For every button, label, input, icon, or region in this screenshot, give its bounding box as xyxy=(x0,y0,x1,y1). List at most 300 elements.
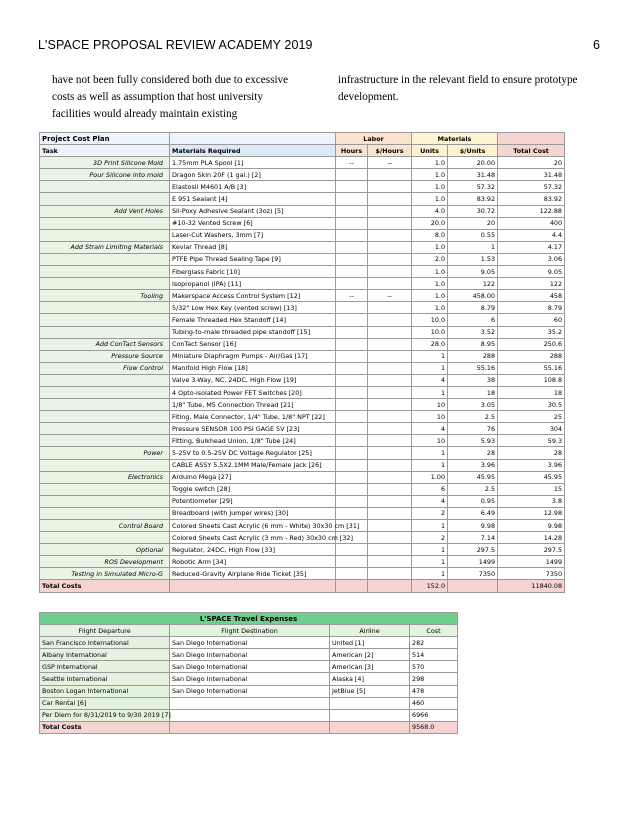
page-number: 6 xyxy=(592,38,600,52)
hours-cell xyxy=(336,362,368,374)
cost-cell: 282 xyxy=(410,637,458,649)
airline-cell: American [2] xyxy=(330,649,410,661)
units-cell: 1.0 xyxy=(412,169,448,181)
table-row xyxy=(40,241,565,253)
unit-cost-cell: 458.00 xyxy=(448,290,498,302)
units-cell: 1.0 xyxy=(412,181,448,193)
hours-cell xyxy=(336,544,368,556)
task-cell: Tooling xyxy=(40,290,170,302)
total-cell: 18 xyxy=(498,386,565,398)
hours-cell: -- xyxy=(336,157,368,169)
material-cell: 1/8" Tube, M5 Connection Thread [21] xyxy=(170,399,336,411)
material-cell: Kevlar Thread [8] xyxy=(170,241,336,253)
col-airline: Airline xyxy=(330,625,410,637)
labor-header: Labor xyxy=(336,133,412,145)
table-title-row xyxy=(40,133,565,145)
unit-cost-cell: 8.79 xyxy=(448,302,498,314)
hours-cell xyxy=(336,483,368,495)
task-cell: Pour Silicone into mold xyxy=(40,169,170,181)
task-cell xyxy=(40,483,170,495)
text-line: have not been fully considered both due to excessive xyxy=(52,74,289,86)
units-cell: 10 xyxy=(412,435,448,447)
col-departure: Flight Departure xyxy=(40,625,170,637)
material-cell: Colored Sheets Cast Acrylic (6 mm - White) 30x30 cm [31] xyxy=(170,520,336,532)
table-row xyxy=(40,697,565,709)
cost-cell: 570 xyxy=(410,661,458,673)
hours-cell xyxy=(336,193,368,205)
units-cell: 1.0 xyxy=(412,193,448,205)
material-cell: E 951 Sealant [4] xyxy=(170,193,336,205)
airline-cell: American [3] xyxy=(330,661,410,673)
rate-cell xyxy=(368,386,412,398)
departure-cell: Albany International xyxy=(40,649,170,661)
task-cell xyxy=(40,181,170,193)
units-cell: 4 xyxy=(412,423,448,435)
rate-cell xyxy=(368,423,412,435)
unit-cost-cell: 7.14 xyxy=(448,532,498,544)
total-cell: 297.5 xyxy=(498,544,565,556)
total-cell: 20 xyxy=(498,157,565,169)
total-cell: 35.2 xyxy=(498,326,565,338)
hours-cell xyxy=(336,411,368,423)
task-cell xyxy=(40,507,170,519)
material-cell: Sil-Poxy Adhesive Sealant (3oz) [5] xyxy=(170,205,336,217)
material-cell: Makerspace Access Control System [12] xyxy=(170,290,336,302)
material-cell: Fitting, Bulkhead Union, 1/8" Tube [24] xyxy=(170,435,336,447)
page-header xyxy=(38,38,600,54)
task-cell: ROS Development xyxy=(40,556,170,568)
hours-cell xyxy=(336,229,368,241)
task-cell xyxy=(40,374,170,386)
material-cell: Isopropanol (IPA) [11] xyxy=(170,278,336,290)
blank-cell xyxy=(458,721,565,733)
table-row xyxy=(40,544,565,556)
total-cell: 60 xyxy=(498,314,565,326)
unit-cost-cell: 38 xyxy=(448,374,498,386)
table-row xyxy=(40,169,565,181)
table-row xyxy=(40,290,565,302)
table-row xyxy=(40,386,565,398)
rate-cell xyxy=(368,181,412,193)
task-cell: Electronics xyxy=(40,471,170,483)
destination-cell: San Diego International xyxy=(170,637,330,649)
hours-cell xyxy=(336,302,368,314)
material-cell: 5-25V to 0.5-25V DC Voltage Regulator [25] xyxy=(170,447,336,459)
rate-cell xyxy=(368,447,412,459)
hours-cell xyxy=(336,217,368,229)
project-cost-table xyxy=(39,132,565,593)
total-cell: 304 xyxy=(498,423,565,435)
units-cell: 1 xyxy=(412,459,448,471)
col-units: Units xyxy=(412,145,448,157)
unit-cost-cell: 83.92 xyxy=(448,193,498,205)
blank-cell xyxy=(336,580,368,592)
unit-cost-cell: 30.72 xyxy=(448,205,498,217)
unit-cost-cell: 57.32 xyxy=(448,181,498,193)
airline-cell: JetBlue [5] xyxy=(330,685,410,697)
blank-cell xyxy=(458,673,565,685)
blank-cell xyxy=(458,625,565,637)
unit-cost-cell: 55.16 xyxy=(448,362,498,374)
task-cell: Control Board xyxy=(40,520,170,532)
total-cell: 122 xyxy=(498,278,565,290)
units-cell: 10.0 xyxy=(412,314,448,326)
rate-cell xyxy=(368,520,412,532)
table-row xyxy=(40,435,565,447)
document-title: L'SPACE PROPOSAL REVIEW ACADEMY 2019 xyxy=(38,38,313,52)
table-row xyxy=(40,399,565,411)
total-cell: 7350 xyxy=(498,568,565,580)
units-cell: 2 xyxy=(412,532,448,544)
total-cell: 108.8 xyxy=(498,374,565,386)
rate-cell xyxy=(368,253,412,265)
units-cell: 4 xyxy=(412,374,448,386)
travel-title-row xyxy=(40,613,565,625)
task-cell xyxy=(40,326,170,338)
table-row xyxy=(40,411,565,423)
travel-title: L'SPACE Travel Expenses xyxy=(40,613,458,625)
units-cell: 1 xyxy=(412,350,448,362)
hours-cell xyxy=(336,423,368,435)
table-row xyxy=(40,532,565,544)
task-cell xyxy=(40,435,170,447)
table-title: Project Cost Plan xyxy=(40,133,170,145)
units-cell: 2 xyxy=(412,507,448,519)
rate-cell xyxy=(368,193,412,205)
departure-cell: Seattle International xyxy=(40,673,170,685)
unit-cost-cell: 1499 xyxy=(448,556,498,568)
departure-cell: Boston Logan International xyxy=(40,685,170,697)
airline-cell: United [1] xyxy=(330,637,410,649)
total-cell: 400 xyxy=(498,217,565,229)
rate-cell xyxy=(368,471,412,483)
units-cell: 1 xyxy=(412,386,448,398)
material-cell: Laser-Cut Washers, 3mm [7] xyxy=(170,229,336,241)
rate-cell xyxy=(368,568,412,580)
total-cell: 4.4 xyxy=(498,229,565,241)
material-cell: Miniature Diaphragm Pumps - Air/Gas [17] xyxy=(170,350,336,362)
unit-cost-cell: 7350 xyxy=(448,568,498,580)
rate-cell xyxy=(368,435,412,447)
unit-cost-cell: 0.55 xyxy=(448,229,498,241)
destination-cell xyxy=(170,697,330,709)
col-rate: $/Hours xyxy=(368,145,412,157)
total-cell: 458 xyxy=(498,290,565,302)
hours-cell xyxy=(336,169,368,181)
rate-cell xyxy=(368,229,412,241)
units-cell: 4 xyxy=(412,495,448,507)
rate-cell xyxy=(368,362,412,374)
table-row xyxy=(40,685,565,697)
table-row xyxy=(40,266,565,278)
task-cell xyxy=(40,386,170,398)
cost-cell: 460 xyxy=(410,697,458,709)
material-cell: Robotic Arm [34] xyxy=(170,556,336,568)
material-cell: Valve 3-Way, NC, 24DC, High Flow [19] xyxy=(170,374,336,386)
task-cell: Add Strain Limiting Materials xyxy=(40,241,170,253)
blank-cell xyxy=(458,637,565,649)
table-row xyxy=(40,229,565,241)
column-header-row xyxy=(40,145,565,157)
material-cell: Regulator, 24DC, High Flow [33] xyxy=(170,544,336,556)
unit-cost-cell: 9.98 xyxy=(448,520,498,532)
unit-cost-cell: 28 xyxy=(448,447,498,459)
units-cell: 8.0 xyxy=(412,229,448,241)
units-cell: 1 xyxy=(412,362,448,374)
task-cell: 3D Print Silicone Mold xyxy=(40,157,170,169)
unit-cost-cell: 1.53 xyxy=(448,253,498,265)
unit-cost-cell: 122 xyxy=(448,278,498,290)
material-cell: Fiting, Male Connector, 1/4" Tube, 1/8" NPT [22] xyxy=(170,411,336,423)
cost-cell: 6966 xyxy=(410,709,458,721)
col-total: Total Cost xyxy=(498,145,565,157)
departure-cell: GSP International xyxy=(40,661,170,673)
table-row xyxy=(40,338,565,350)
total-cell: 28 xyxy=(498,447,565,459)
table-row xyxy=(40,447,565,459)
hours-cell xyxy=(336,326,368,338)
task-cell xyxy=(40,399,170,411)
body-text-left xyxy=(52,72,307,123)
table-row xyxy=(40,649,565,661)
table-row xyxy=(40,556,565,568)
unit-cost-cell: 0.95 xyxy=(448,495,498,507)
table-row xyxy=(40,253,565,265)
materials-header: Materials xyxy=(412,133,498,145)
blank-cell xyxy=(458,649,565,661)
table-row xyxy=(40,217,565,229)
unit-cost-cell: 2.5 xyxy=(448,483,498,495)
table-row xyxy=(40,459,565,471)
unit-cost-cell: 9.05 xyxy=(448,266,498,278)
text-line: development. xyxy=(338,91,399,103)
material-cell: ConTact Sensor [16] xyxy=(170,338,336,350)
hours-cell xyxy=(336,314,368,326)
table-row xyxy=(40,314,565,326)
task-cell xyxy=(40,193,170,205)
units-cell: 1 xyxy=(412,447,448,459)
material-cell: Pressure SENSOR 100 PSI GAGE 5V [23] xyxy=(170,423,336,435)
rate-cell xyxy=(368,411,412,423)
total-cell: 12.98 xyxy=(498,507,565,519)
task-cell xyxy=(40,423,170,435)
units-cell: 20.0 xyxy=(412,217,448,229)
task-cell xyxy=(40,532,170,544)
rate-cell xyxy=(368,266,412,278)
total-cell: 288 xyxy=(498,350,565,362)
rate-cell xyxy=(368,205,412,217)
total-cell: 122.88 xyxy=(498,205,565,217)
travel-header-row xyxy=(40,625,565,637)
task-cell: Add Vent Holes xyxy=(40,205,170,217)
cost-cell: 298 xyxy=(410,673,458,685)
material-cell: Arduino Mega [27] xyxy=(170,471,336,483)
col-task: Task xyxy=(40,145,170,157)
table-row xyxy=(40,181,565,193)
total-cell: 9.98 xyxy=(498,520,565,532)
table-row xyxy=(40,483,565,495)
task-cell xyxy=(40,266,170,278)
rate-cell xyxy=(368,459,412,471)
cost-cell: 478 xyxy=(410,685,458,697)
table-row xyxy=(40,495,565,507)
task-cell: Add ConTact Sensors xyxy=(40,338,170,350)
table-row xyxy=(40,507,565,519)
units-cell: 10 xyxy=(412,411,448,423)
units-cell: 1.00 xyxy=(412,471,448,483)
col-destination: Flight Destination xyxy=(170,625,330,637)
blank-cell xyxy=(458,661,565,673)
total-cell: 4.17 xyxy=(498,241,565,253)
unit-cost-cell: 6.49 xyxy=(448,507,498,519)
totals-label: Total Costs xyxy=(40,580,170,592)
task-cell xyxy=(40,217,170,229)
travel-totals-cost: 9568.0 xyxy=(410,721,458,733)
unit-cost-cell: 8.95 xyxy=(448,338,498,350)
body-text-right xyxy=(338,72,598,106)
material-cell: 4 Opto-isolated Power FET Switches [20] xyxy=(170,386,336,398)
blank-cell xyxy=(498,133,565,145)
destination-cell: San Diego International xyxy=(170,661,330,673)
hours-cell xyxy=(336,399,368,411)
blank-cell xyxy=(458,685,565,697)
material-cell: Toggle switch [28] xyxy=(170,483,336,495)
task-cell: Testing in Simulated Micro-G xyxy=(40,568,170,580)
totals-units: 152.0 xyxy=(412,580,448,592)
destination-cell: San Diego International xyxy=(170,649,330,661)
blank-cell xyxy=(170,580,336,592)
hours-cell xyxy=(336,338,368,350)
hours-cell xyxy=(336,278,368,290)
hours-cell xyxy=(336,386,368,398)
total-cell: 1499 xyxy=(498,556,565,568)
total-cell: 45.95 xyxy=(498,471,565,483)
total-cell: 15 xyxy=(498,483,565,495)
totals-cost: 11840.08 xyxy=(498,580,565,592)
unit-cost-cell: 2.5 xyxy=(448,411,498,423)
units-cell: 28.0 xyxy=(412,338,448,350)
total-cell: 55.16 xyxy=(498,362,565,374)
total-cell: 3.96 xyxy=(498,459,565,471)
col-hours: Hours xyxy=(336,145,368,157)
material-cell: Breadboard (with jumper wires) [30] xyxy=(170,507,336,519)
units-cell: 1.0 xyxy=(412,157,448,169)
task-cell: Optional xyxy=(40,544,170,556)
units-cell: 10.0 xyxy=(412,326,448,338)
material-cell: Colored Sheets Cast Acrylic (3 mm - Red) 30x30 cm [32] xyxy=(170,532,336,544)
table-row xyxy=(40,278,565,290)
units-cell: 10 xyxy=(412,399,448,411)
total-cell: 59.3 xyxy=(498,435,565,447)
destination-cell: San Diego International xyxy=(170,685,330,697)
table-row xyxy=(40,673,565,685)
departure-cell: Per Diem for 8/31/2019 to 9/30 2019 [7] xyxy=(40,709,170,721)
airline-cell xyxy=(330,697,410,709)
total-cell: 31.48 xyxy=(498,169,565,181)
rate-cell xyxy=(368,338,412,350)
col-unit-cost: $/Units xyxy=(448,145,498,157)
unit-cost-cell: 76 xyxy=(448,423,498,435)
unit-cost-cell: 6 xyxy=(448,314,498,326)
task-cell: Power xyxy=(40,447,170,459)
rate-cell: -- xyxy=(368,157,412,169)
rate-cell xyxy=(368,374,412,386)
rate-cell xyxy=(368,217,412,229)
rate-cell: -- xyxy=(368,290,412,302)
text-line: facilities would already maintain existing xyxy=(52,108,238,120)
total-cell: 30.5 xyxy=(498,399,565,411)
material-cell: Female Threaded Hex Standoff [14] xyxy=(170,314,336,326)
task-cell xyxy=(40,495,170,507)
total-cell: 57.32 xyxy=(498,181,565,193)
units-cell: 1 xyxy=(412,544,448,556)
table-row xyxy=(40,362,565,374)
hours-cell: -- xyxy=(336,290,368,302)
blank-cell xyxy=(368,580,412,592)
total-cell: 14.28 xyxy=(498,532,565,544)
rate-cell xyxy=(368,169,412,181)
unit-cost-cell: 31.48 xyxy=(448,169,498,181)
airline-cell xyxy=(330,709,410,721)
rate-cell xyxy=(368,556,412,568)
units-cell: 1.0 xyxy=(412,290,448,302)
col-cost: Cost xyxy=(410,625,458,637)
unit-cost-cell: 1 xyxy=(448,241,498,253)
rate-cell xyxy=(368,350,412,362)
task-cell xyxy=(40,253,170,265)
units-cell: 1 xyxy=(412,520,448,532)
units-cell: 4.0 xyxy=(412,205,448,217)
hours-cell xyxy=(336,266,368,278)
rate-cell xyxy=(368,532,412,544)
material-cell: #10-32 Vented Screw [6] xyxy=(170,217,336,229)
task-cell: Flow Control xyxy=(40,362,170,374)
blank-cell xyxy=(170,133,336,145)
units-cell: 2.0 xyxy=(412,253,448,265)
unit-cost-cell: 297.5 xyxy=(448,544,498,556)
travel-totals-row xyxy=(40,721,565,733)
blank-cell xyxy=(448,580,498,592)
rate-cell xyxy=(368,302,412,314)
table-row xyxy=(40,637,565,649)
material-cell: Manifold High Flow [18] xyxy=(170,362,336,374)
rate-cell xyxy=(368,495,412,507)
material-cell: PTFE Pipe Thread Sealing Tape [9] xyxy=(170,253,336,265)
total-cell: 8.79 xyxy=(498,302,565,314)
table-row xyxy=(40,193,565,205)
task-cell xyxy=(40,278,170,290)
table-row xyxy=(40,661,565,673)
hours-cell xyxy=(336,556,368,568)
unit-cost-cell: 20 xyxy=(448,217,498,229)
blank-cell xyxy=(458,697,565,709)
rate-cell xyxy=(368,507,412,519)
hours-cell xyxy=(336,507,368,519)
table-row xyxy=(40,302,565,314)
unit-cost-cell: 20.00 xyxy=(448,157,498,169)
material-cell: CABLE ASSY 5.5X2.1MM Male/Female Jack [26] xyxy=(170,459,336,471)
col-materials: Materials Required xyxy=(170,145,336,157)
rate-cell xyxy=(368,399,412,411)
units-cell: 1.0 xyxy=(412,278,448,290)
task-cell xyxy=(40,314,170,326)
rate-cell xyxy=(368,544,412,556)
total-cell: 9.05 xyxy=(498,266,565,278)
hours-cell xyxy=(336,471,368,483)
blank-cell xyxy=(458,613,565,625)
blank-cell xyxy=(458,709,565,721)
hours-cell xyxy=(336,568,368,580)
